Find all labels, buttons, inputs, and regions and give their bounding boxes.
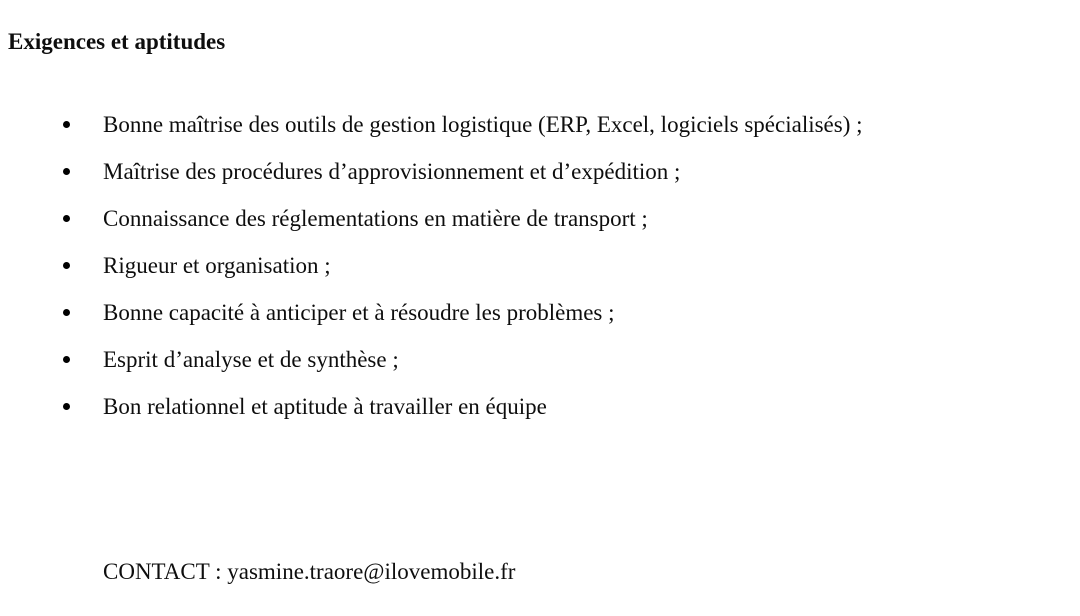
bullet-icon — [63, 121, 70, 128]
bullet-icon — [63, 403, 70, 410]
list-item — [0, 195, 1080, 242]
contact-label: CONTACT : — [103, 559, 222, 584]
list-item — [0, 101, 1080, 148]
list-item — [0, 383, 1080, 430]
list-item-text: Bonne capacité à anticiper et à résoudre les problèmes ; — [103, 300, 615, 325]
section-heading: Exigences et aptitudes — [8, 29, 226, 54]
bullet-icon — [63, 309, 70, 316]
bullet-icon — [63, 262, 70, 269]
list-item-text: Rigueur et organisation ; — [103, 253, 331, 278]
list-item — [0, 336, 1080, 383]
bullet-icon — [63, 215, 70, 222]
list-item-text: Connaissance des réglementations en matière de transport ; — [103, 206, 648, 231]
list-item-text: Esprit d’analyse et de synthèse ; — [103, 347, 399, 372]
list-item — [0, 242, 1080, 289]
list-item — [0, 148, 1080, 195]
requirements-list — [0, 101, 1080, 430]
list-item-text: Bon relationnel et aptitude à travailler en équipe — [103, 394, 547, 419]
contact-line — [103, 559, 515, 585]
list-item — [0, 289, 1080, 336]
list-item-text: Bonne maîtrise des outils de gestion logistique (ERP, Excel, logiciels spécialisés) ; — [103, 112, 863, 137]
bullet-icon — [63, 168, 70, 175]
list-item-text: Maîtrise des procédures d’approvisionnement et d’expédition ; — [103, 159, 681, 184]
bullet-icon — [63, 356, 70, 363]
contact-email: yasmine.traore@ilovemobile.fr — [227, 559, 516, 584]
